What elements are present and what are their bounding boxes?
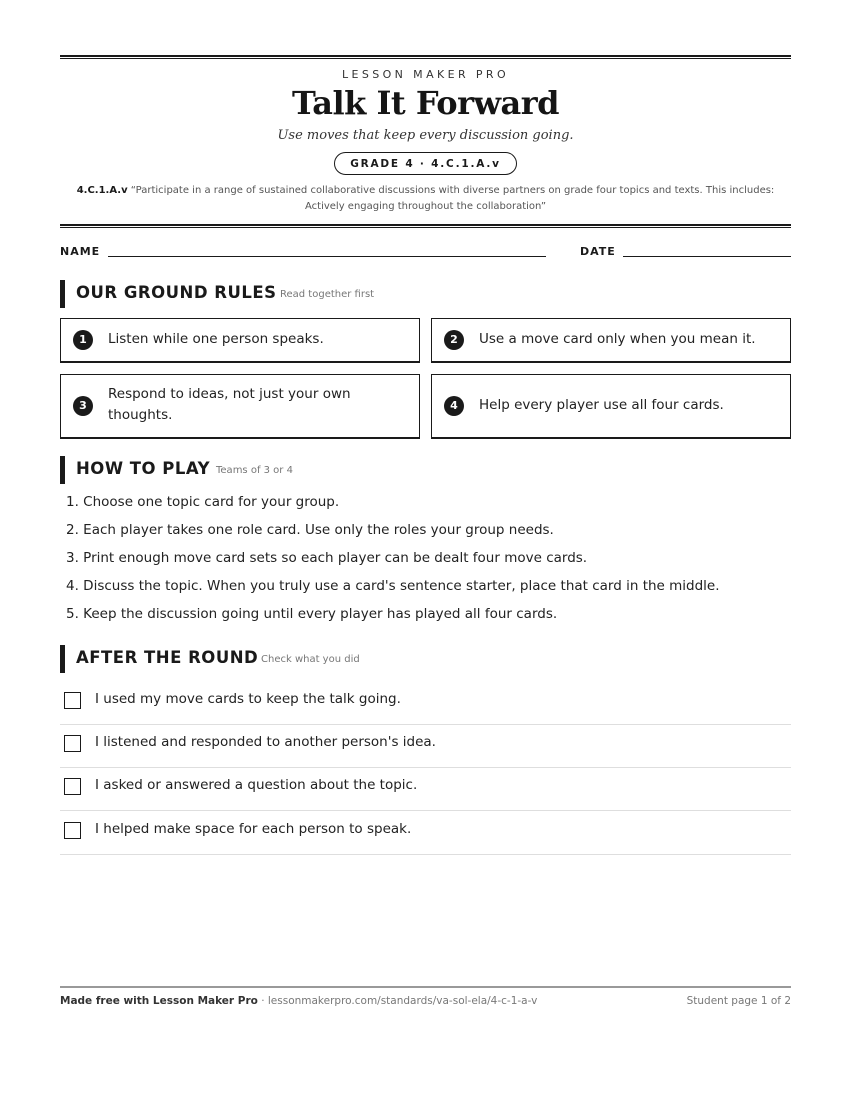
section-note: Check what you did: [261, 654, 360, 665]
footer-divider: [60, 986, 791, 988]
checklist-item-2: [60, 724, 791, 768]
rule-number-badge: 3: [73, 396, 93, 416]
ground-rule-card-3: [60, 374, 420, 439]
rule-number-badge: 2: [444, 330, 464, 350]
rule-number-badge: 4: [444, 396, 464, 416]
section-title: OUR GROUND RULES: [76, 283, 277, 302]
list-item: 2. Each player takes one role card. Use only the roles your group needs.: [66, 522, 554, 538]
ground-rule-card-2: [431, 318, 791, 363]
date-label: DATE: [580, 245, 616, 258]
checklist-text: I listened and responded to another person's idea.: [95, 734, 436, 750]
section-bar: [60, 280, 65, 308]
checklist-text: I asked or answered a question about the topic.: [95, 777, 418, 793]
standard-code: 4.C.1.A.v: [76, 185, 128, 196]
name-date-row: [60, 245, 791, 259]
page-subtitle: Use moves that keep every discussion going.: [277, 128, 574, 143]
grade-badge-wrap: [60, 152, 791, 175]
checklist-text: I used my move cards to keep the talk going.: [95, 691, 401, 707]
rule-text: Listen while one person speaks.: [108, 331, 324, 347]
checklist-text: I helped make space for each person to speak.: [95, 821, 412, 837]
top-divider: [60, 55, 791, 59]
standard-text: “Participate in a range of sustained collaborative discussions with diverse partners on grade four topics and texts. This includes: Actively engaging throughout the collaboration”: [130, 185, 775, 212]
section-bar: [60, 645, 65, 673]
section-title: HOW TO PLAY: [76, 459, 211, 478]
checkbox[interactable]: [64, 822, 81, 839]
rule-text: Respond to ideas, not just your own thoughts.: [108, 386, 351, 423]
checkbox[interactable]: [64, 778, 81, 795]
rule-number-badge: 1: [73, 330, 93, 350]
brand-label: LESSON MAKER PRO: [341, 68, 510, 81]
page-number: Student page 1 of 2: [686, 995, 791, 1007]
footer-made-with: Made free with Lesson Maker Pro: [60, 995, 258, 1007]
name-field[interactable]: [108, 256, 546, 257]
grade-badge: GRADE 4 · 4.C.1.A.v: [334, 152, 517, 175]
checklist-item-3: [60, 767, 791, 811]
rule-text: Use a move card only when you mean it.: [479, 331, 756, 347]
section-title: AFTER THE ROUND: [76, 648, 259, 667]
section-bar: [60, 456, 65, 484]
ground-rule-card-4: [431, 374, 791, 439]
standard-description: [70, 183, 781, 215]
footer-link[interactable]: · lessonmakerpro.com/standards/va-sol-ela/4-c-1-a-v: [257, 995, 538, 1007]
footer-credit: [60, 995, 537, 1007]
list-item: 5. Keep the discussion going until every player has played all four cards.: [66, 606, 558, 622]
page-title: Talk It Forward: [291, 84, 560, 122]
header-divider: [60, 224, 791, 228]
checkbox[interactable]: [64, 692, 81, 709]
list-item: 4. Discuss the topic. When you truly use a card's sentence starter, place that card in the middle.: [66, 578, 720, 594]
ground-rule-card-1: [60, 318, 420, 363]
checklist-item-4: [60, 811, 791, 855]
rule-text: Help every player use all four cards.: [479, 397, 724, 413]
how-to-play-steps: [66, 491, 786, 631]
name-label: NAME: [60, 245, 101, 258]
section-note: Read together first: [280, 289, 375, 300]
checklist-item-1: [60, 681, 791, 725]
list-item: 1. Choose one topic card for your group.: [66, 494, 340, 510]
date-field[interactable]: [623, 256, 791, 257]
worksheet-page: [60, 0, 791, 1100]
list-item: 3. Print enough move card sets so each player can be dealt four move cards.: [66, 550, 588, 566]
checkbox[interactable]: [64, 735, 81, 752]
section-note: Teams of 3 or 4: [216, 465, 293, 476]
